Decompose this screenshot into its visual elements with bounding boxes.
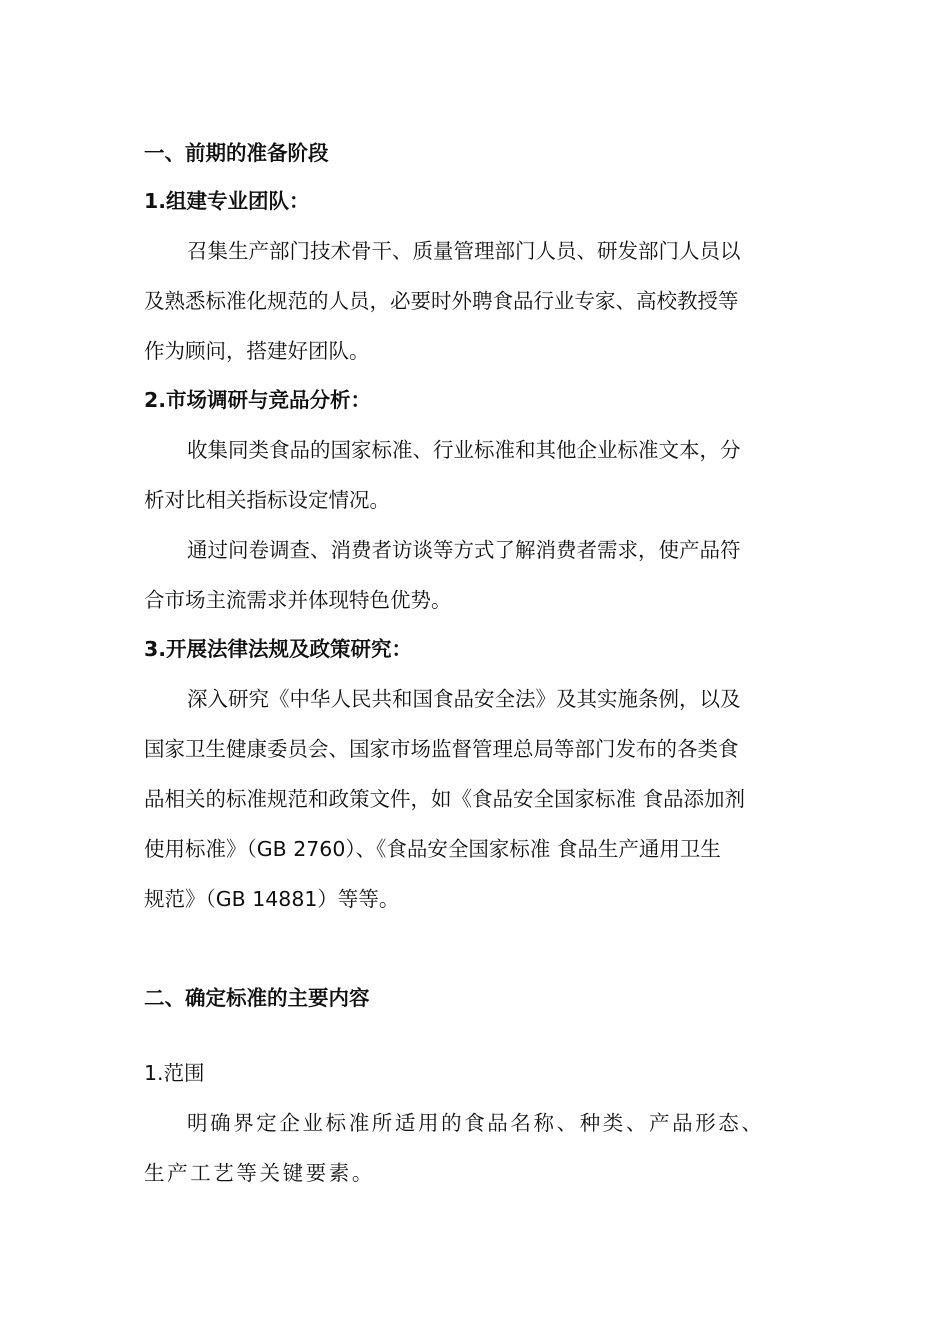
- paragraph-line: 召集生产部门技术骨干、质量管理部门人员、研发部门人员以: [187, 239, 741, 263]
- paragraph-line: 使用标准》（GB 2760）、《食品安全国家标准 食品生产通用卫生: [144, 837, 721, 861]
- paragraph-line: 生产工艺等关键要素。: [144, 1161, 375, 1185]
- subheading-law-research: 3.开展法律法规及政策研究：: [144, 637, 413, 661]
- subheading-market-research: 2.市场调研与竞品分析：: [144, 388, 372, 412]
- paragraph-line: 收集同类食品的国家标准、行业标准和其他企业标准文本，分: [187, 438, 741, 462]
- subheading-build-team: 1.组建专业团队：: [144, 189, 310, 213]
- paragraph-line: 作为顾问，搭建好团队。: [144, 339, 370, 363]
- paragraph-line: 析对比相关指标设定情况。: [144, 488, 390, 512]
- paragraph-line: 品相关的标准规范和政策文件，如《食品安全国家标准 食品添加剂: [144, 787, 746, 811]
- section-heading-preparation: 一、前期的准备阶段: [144, 141, 329, 165]
- section-heading-standard-content: 二、确定标准的主要内容: [144, 986, 370, 1010]
- paragraph-line: 明确界定企业标准所适用的食品名称、种类、产品形态、: [187, 1111, 765, 1135]
- subheading-scope: 1.范围: [144, 1061, 205, 1085]
- paragraph-line: 深入研究《中华人民共和国食品安全法》及其实施条例，以及: [187, 687, 741, 711]
- paragraph-line: 国家卫生健康委员会、国家市场监督管理总局等部门发布的各类食: [144, 737, 739, 761]
- paragraph-line: 规范》（GB 14881）等等。: [144, 887, 400, 911]
- paragraph-line: 及熟悉标准化规范的人员，必要时外聘食品行业专家、高校教授等: [144, 289, 739, 313]
- paragraph-line: 通过问卷调查、消费者访谈等方式了解消费者需求，使产品符: [187, 538, 741, 562]
- paragraph-line: 合市场主流需求并体现特色优势。: [144, 588, 452, 612]
